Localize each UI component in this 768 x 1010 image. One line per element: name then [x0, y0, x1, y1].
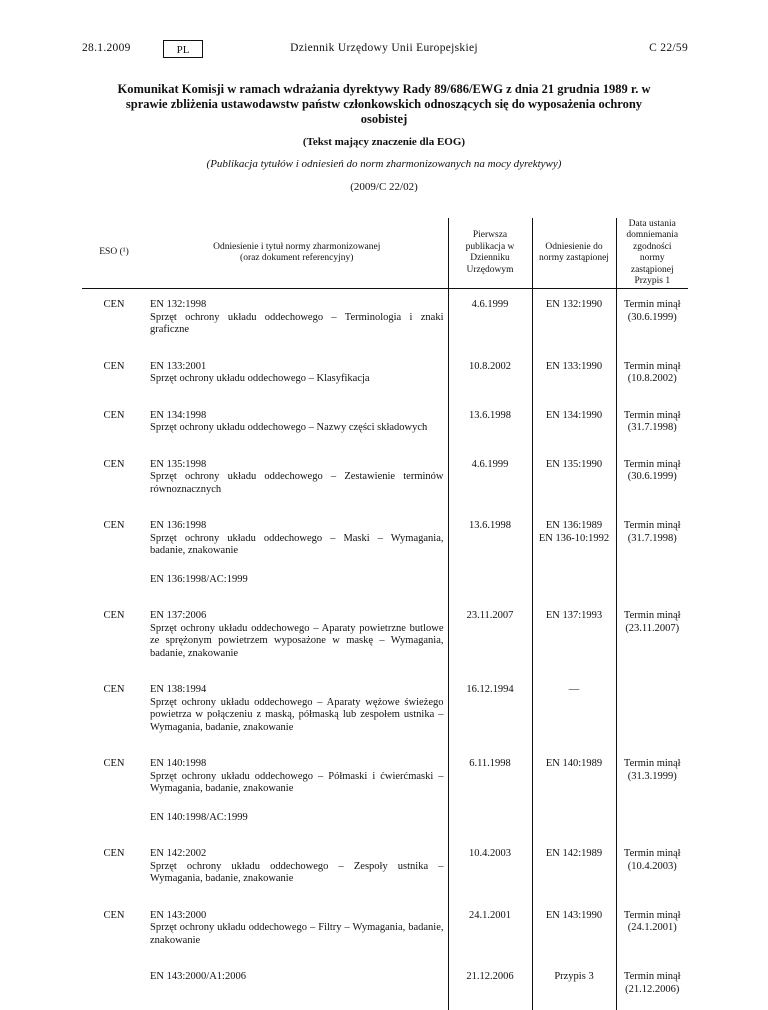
date-status: Termin minął — [623, 520, 681, 531]
standard-cell — [146, 400, 448, 449]
standard-cell — [146, 351, 448, 400]
standard-reference: EN 140:1998 — [150, 758, 207, 769]
col-eso: ESO (¹) — [82, 218, 146, 289]
standard-reference: EN 138:1994 — [150, 684, 207, 695]
standard-title: Sprzęt ochrony układu oddechowego – Zestawienie terminów równoznacznych — [150, 471, 444, 495]
eea-note: (Tekst mający znaczenie dla EOG) — [302, 136, 466, 148]
eso-cell: CEN — [103, 458, 125, 470]
superseded-cell — [532, 961, 616, 1010]
standard-cell — [146, 449, 448, 511]
eso-cell: CEN — [103, 520, 125, 531]
superseded-cell — [532, 900, 616, 962]
date-cessation-cell — [616, 510, 688, 572]
eso-cell — [82, 961, 146, 1010]
superseded-ref: EN 135:1990 — [545, 458, 603, 470]
first-publication-cell: 16.12.1994 — [448, 674, 532, 748]
standard-title: Sprzęt ochrony układu oddechowego – Zespoły ustnika – Wymagania, badanie, znakowanie — [150, 860, 444, 884]
document-reference: (2009/C 22/02) — [350, 181, 418, 193]
eso-cell: CEN — [103, 684, 125, 695]
col-reference-title — [146, 218, 448, 289]
note-sup-cell — [532, 810, 616, 839]
table-note-row — [82, 572, 688, 601]
standard-title: Sprzęt ochrony układu oddechowego – Półmaski i ćwierćmaski – Wymagania, badanie, znakowanie — [150, 770, 444, 794]
standards-table — [82, 218, 688, 1010]
first-publication-cell: 4.6.1999 — [448, 289, 532, 351]
col-date-cessation — [616, 218, 688, 289]
date-status: Termin minął — [623, 848, 681, 859]
table-row — [82, 510, 688, 572]
page-number: C 22/59 — [649, 42, 688, 54]
standard-title: Sprzęt ochrony układu oddechowego – Filtry – Wymagania, badanie, znakowanie — [150, 922, 444, 946]
first-publication-cell: 21.12.2006 — [448, 961, 532, 1010]
standard-reference: EN 133:2001 — [150, 360, 207, 372]
journal-title: Dziennik Urzędowy Unii Europejskiej — [290, 42, 478, 54]
date-value: (24.1.2001) — [627, 922, 677, 933]
date-value: (10.4.2003) — [627, 860, 677, 872]
note-sup-cell — [532, 572, 616, 601]
standard-title: Sprzęt ochrony układu oddechowego – Klasyfikacja — [150, 373, 370, 384]
note-eso-cell — [82, 572, 146, 601]
superseded-ref: — — [568, 684, 580, 695]
date-value: (10.8.2002) — [627, 373, 677, 384]
standard-cell — [146, 900, 448, 962]
table-row — [82, 674, 688, 748]
first-publication-cell: 23.11.2007 — [448, 600, 532, 674]
standard-reference: EN 132:1998 — [150, 299, 207, 310]
superseded-ref: EN 133:1990 — [545, 360, 603, 372]
superseded-ref: EN 143:1990 — [545, 909, 603, 921]
date-status: Termin minął — [623, 458, 681, 470]
date-cessation-cell — [616, 748, 688, 810]
standard-cell — [146, 748, 448, 810]
note-cell: EN 140:1998/AC:1999 — [150, 811, 248, 823]
col-reference-title-line2: (oraz dokument referencyjny) — [240, 253, 354, 263]
superseded-cell — [532, 351, 616, 400]
date-value: (31.7.1998) — [627, 422, 677, 433]
table-row — [82, 961, 688, 1010]
standard-reference: EN 137:2006 — [150, 610, 207, 621]
note-cell: EN 136:1998/AC:1999 — [150, 573, 248, 585]
col-reference-title-line1: Odniesienie i tytuł normy zharmonizowanej — [213, 241, 381, 252]
standard-reference: EN 142:2002 — [150, 848, 207, 859]
standard-cell — [146, 961, 448, 1010]
header-date: 28.1.2009 — [82, 42, 131, 54]
note-pub-cell — [448, 572, 532, 601]
date-status: Termin minął — [623, 299, 681, 310]
table-note-row — [82, 810, 688, 839]
first-publication-cell: 24.1.2001 — [448, 900, 532, 962]
document-title: Komunikat Komisji w ramach wdrażania dyrektywy Rady 89/686/EWG z dnia 21 grudnia 1989 r. w sprawie zbliżenia ustawodawstw państw członkowskich odnoszących się do wyposażenia ochrony osobistej — [117, 82, 651, 126]
eso-cell: CEN — [103, 758, 125, 769]
date-cessation-cell — [616, 900, 688, 962]
date-status: Termin minął — [623, 409, 681, 421]
superseded-ref: EN 132:1990 — [545, 299, 603, 310]
superseded-cell — [532, 289, 616, 351]
date-status: Termin minął — [623, 758, 681, 769]
superseded-cell — [532, 838, 616, 900]
superseded-cell — [532, 748, 616, 810]
standard-title: Sprzęt ochrony układu oddechowego – Aparaty wężowe świeżego powietrza w połączeniu z maską, półmaską lub zespołem ustnika – Wymagania, badanie, znakowanie — [150, 696, 444, 733]
col-superseded-standard: Odniesienie do normy zastąpionej — [532, 218, 616, 289]
date-status: Termin minął — [623, 909, 681, 921]
superseded-cell — [532, 510, 616, 572]
table-row — [82, 900, 688, 962]
date-cessation-cell — [616, 289, 688, 351]
first-publication-cell: 10.8.2002 — [448, 351, 532, 400]
note-pub-cell — [448, 810, 532, 839]
date-cessation-cell — [616, 600, 688, 674]
eso-cell: CEN — [103, 360, 125, 372]
table-row — [82, 351, 688, 400]
standard-reference: EN 143:2000/A1:2006 — [150, 971, 246, 982]
superseded-ref: EN 136:1989 — [545, 520, 603, 531]
first-publication-cell: 6.11.1998 — [448, 748, 532, 810]
language-badge: PL — [163, 40, 203, 58]
superseded-ref: EN 137:1993 — [545, 610, 603, 621]
col-first-publication: Pierwsza publikacja w Dzienniku Urzędowym — [448, 218, 532, 289]
date-value: (23.11.2007) — [625, 622, 680, 634]
eso-cell: CEN — [103, 909, 125, 921]
date-cessation-cell — [616, 400, 688, 449]
date-cessation-cell — [616, 351, 688, 400]
date-cessation-cell — [616, 838, 688, 900]
superseded-cell — [532, 600, 616, 674]
note-date-cell — [616, 810, 688, 839]
date-value: (21.12.2006) — [625, 983, 680, 995]
standard-reference: EN 143:2000 — [150, 909, 207, 921]
date-value: (30.6.1999) — [627, 311, 677, 323]
eso-cell: CEN — [103, 409, 125, 421]
standard-title: Sprzęt ochrony układu oddechowego – Nazwy części składowych — [150, 422, 428, 433]
table-row — [82, 748, 688, 810]
standard-title: Sprzęt ochrony układu oddechowego – Terminologia i znaki graficzne — [150, 311, 444, 335]
first-publication-cell: 13.6.1998 — [448, 510, 532, 572]
table-header-row — [82, 218, 688, 289]
date-cessation-cell — [616, 961, 688, 1010]
standard-cell — [146, 600, 448, 674]
standard-cell — [146, 510, 448, 572]
first-publication-cell: 13.6.1998 — [448, 400, 532, 449]
date-value: (31.3.1999) — [627, 770, 677, 782]
superseded-cell — [532, 674, 616, 748]
date-status: Termin minął — [623, 971, 681, 982]
standard-reference: EN 135:1998 — [150, 458, 207, 470]
note-date-cell — [616, 572, 688, 601]
table-row — [82, 289, 688, 351]
date-cessation-cell — [616, 449, 688, 511]
first-publication-cell: 10.4.2003 — [448, 838, 532, 900]
table-row — [82, 400, 688, 449]
col-date-cessation-text: Data ustania domniemania zgodności normy zastąpionej — [626, 218, 679, 275]
standard-title: Sprzęt ochrony układu oddechowego – Aparaty powietrzne butlowe ze sprężonym powietrzem wyposażone w maskę – Wymagania, badanie, znakowanie — [150, 622, 444, 659]
standard-title: Sprzęt ochrony układu oddechowego – Maski – Wymagania, badanie, znakowanie — [150, 532, 444, 556]
date-value: (31.7.1998) — [627, 532, 677, 544]
eso-cell: CEN — [103, 610, 125, 621]
superseded-cell — [532, 400, 616, 449]
standard-cell — [146, 674, 448, 748]
date-value: (30.6.1999) — [627, 471, 677, 482]
standard-reference: EN 136:1998 — [150, 520, 207, 531]
date-status: Termin minął — [623, 610, 681, 621]
publication-note: (Publikacja tytułów i odniesień do norm zharmonizowanych na mocy dyrektywy) — [206, 158, 562, 170]
table-row — [82, 449, 688, 511]
superseded-ref: EN 140:1989 — [545, 758, 603, 769]
col-note-1: Przypis 1 — [634, 276, 671, 286]
superseded-ref: EN 134:1990 — [545, 409, 603, 421]
note-eso-cell — [82, 810, 146, 839]
superseded-ref-2: EN 136-10:1992 — [538, 532, 610, 544]
date-cessation-cell — [616, 674, 688, 748]
superseded-cell — [532, 449, 616, 511]
table-row — [82, 600, 688, 674]
eso-cell: CEN — [103, 299, 125, 310]
standard-cell — [146, 838, 448, 900]
standard-reference: EN 134:1998 — [150, 409, 207, 421]
table-row — [82, 838, 688, 900]
superseded-ref: EN 142:1989 — [545, 848, 603, 859]
eso-cell: CEN — [103, 848, 125, 859]
date-status: Termin minął — [623, 360, 681, 372]
superseded-ref: Przypis 3 — [554, 971, 594, 982]
standard-cell — [146, 289, 448, 351]
first-publication-cell: 4.6.1999 — [448, 449, 532, 511]
